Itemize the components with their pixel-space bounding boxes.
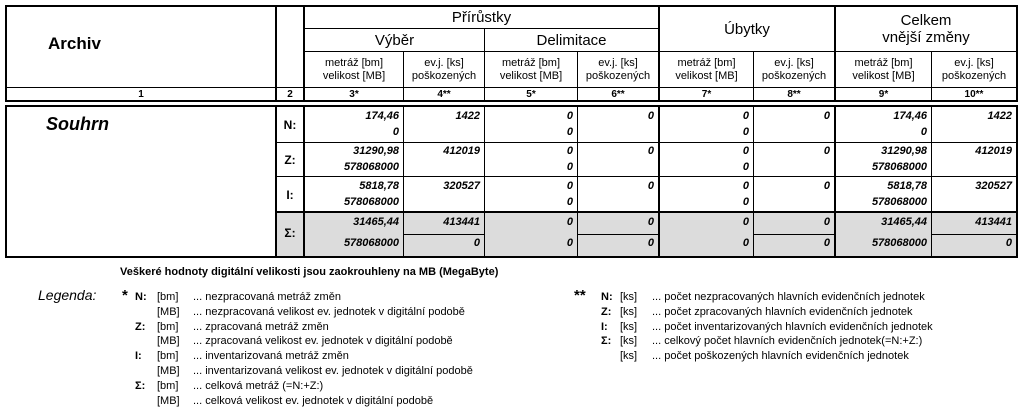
celkem-header bbox=[836, 9, 1016, 49]
cell-value: 0 bbox=[823, 237, 830, 249]
cell-value: 320527 bbox=[443, 180, 480, 192]
cell-value: 0 bbox=[742, 145, 749, 157]
subheader-metraz-3 bbox=[305, 52, 403, 87]
cell-value: 0 bbox=[473, 237, 480, 249]
legend-text: ... celková metráž (=N:+Z:) bbox=[193, 379, 324, 392]
legend-unit: [ks] bbox=[620, 291, 638, 303]
cell-value: 0 bbox=[823, 110, 830, 122]
legend-unit: [ks] bbox=[620, 350, 638, 363]
cell-value: 0 bbox=[742, 180, 749, 192]
col-number-1: 1 bbox=[138, 88, 144, 100]
metraz-label: metráž [bm] bbox=[501, 56, 561, 69]
cell-value: 0 bbox=[647, 180, 654, 192]
legend-text: ... počet poškozených hlavních evidenčních jednotek bbox=[652, 350, 909, 363]
legend-text: ... nezpracovaná metráž změn bbox=[193, 291, 341, 303]
legend-key: I: bbox=[601, 320, 608, 333]
cell-value: 0 bbox=[742, 110, 749, 122]
legend-text: ... počet zpracovaných hlavních evidenčních jednotek bbox=[652, 305, 913, 318]
legend-unit: [bm] bbox=[157, 379, 179, 392]
cell-value: 0 bbox=[742, 216, 749, 228]
cell-value: 31290,98 bbox=[881, 145, 927, 157]
ubytky-header: Úbytky bbox=[724, 20, 770, 38]
legend-text: ... nezpracovaná velikost ev. jednotek v digitální podobě bbox=[193, 305, 465, 318]
cell-value: 578068000 bbox=[871, 196, 927, 208]
legend-key: Σ: bbox=[135, 379, 146, 392]
cell-value: 31465,44 bbox=[353, 216, 399, 228]
cell-value: 0 bbox=[566, 110, 573, 122]
cell-value: 578068000 bbox=[343, 161, 399, 173]
subheader-evj-10 bbox=[932, 52, 1016, 87]
legend-key: Σ: bbox=[601, 335, 612, 348]
legend-key: Z: bbox=[135, 320, 146, 333]
evj-label: ev.j. [ks] bbox=[774, 56, 814, 69]
legend-unit: [MB] bbox=[157, 365, 180, 377]
cell-value: 578068000 bbox=[343, 237, 399, 249]
cell-value: 578068000 bbox=[343, 196, 399, 208]
cell-value: 0 bbox=[566, 196, 573, 208]
legend-star-single: * bbox=[122, 287, 128, 304]
metraz-label: metráž [bm] bbox=[854, 56, 913, 69]
legend-text: ... celkový počet hlavních evidenčních jednotek(=N:+Z:) bbox=[652, 335, 923, 348]
cell-value: 31290,98 bbox=[353, 145, 399, 157]
cell-value: 0 bbox=[742, 126, 749, 138]
cell-value: 1422 bbox=[455, 110, 480, 122]
cell-value: 0 bbox=[566, 237, 573, 249]
legend-unit: [ks] bbox=[620, 335, 638, 348]
col-number-10: 10** bbox=[964, 88, 984, 100]
velikost-label: velikost [MB] bbox=[675, 69, 738, 82]
poskozenych-label: poškozených bbox=[411, 69, 477, 82]
metraz-label: metráž [bm] bbox=[677, 56, 736, 69]
cell-value: 1422 bbox=[987, 110, 1012, 122]
cell-value: 0 bbox=[566, 180, 573, 192]
legend-text: ... zpracovaná metráž změn bbox=[193, 320, 329, 333]
legend-unit: [bm] bbox=[157, 350, 179, 363]
cell-value: 174,46 bbox=[365, 110, 399, 122]
legend-unit: [MB] bbox=[157, 335, 180, 348]
col-number-8: 8** bbox=[787, 88, 801, 100]
cell-value: 0 bbox=[566, 126, 573, 138]
cell-value: 0 bbox=[823, 145, 830, 157]
rounding-note: Veškeré hodnoty digitální velikosti jsou zaokrouhleny na MB (MegaByte) bbox=[120, 266, 499, 278]
col-number-6: 6** bbox=[611, 88, 625, 100]
velikost-label: velikost [MB] bbox=[322, 69, 386, 82]
legend-text: ... zpracovaná velikost ev. jednotek v digitální podobě bbox=[193, 335, 453, 348]
col-number-2: 2 bbox=[287, 88, 293, 100]
cell-value: 0 bbox=[647, 237, 654, 249]
delimitace-header: Delimitace bbox=[536, 31, 607, 49]
cell-value: 412019 bbox=[975, 145, 1012, 157]
poskozenych-label: poškozených bbox=[585, 69, 651, 82]
cell-value: 413441 bbox=[443, 216, 480, 228]
poskozenych-label: poškozených bbox=[761, 69, 827, 82]
legend-unit: [ks] bbox=[620, 305, 638, 318]
cell-value: 578068000 bbox=[871, 237, 927, 249]
cell-value: 31465,44 bbox=[881, 216, 927, 228]
col-number-3: 3* bbox=[349, 88, 359, 100]
archiv-heading: Archiv bbox=[48, 34, 101, 53]
cell-value: 0 bbox=[647, 216, 654, 228]
cell-value: 5818,78 bbox=[359, 180, 399, 192]
col-number-7: 7* bbox=[701, 88, 712, 100]
legend-star-double: ** bbox=[574, 287, 586, 304]
legend-unit: [bm] bbox=[157, 320, 179, 333]
legend-key: N: bbox=[601, 291, 613, 303]
poskozenych-label: poškozených bbox=[941, 69, 1007, 82]
legend-text: ... počet inventarizovaných hlavních evidenčních jednotek bbox=[652, 320, 933, 333]
row-label-sigma: Σ: bbox=[284, 226, 296, 240]
cell-value: 0 bbox=[566, 161, 573, 173]
velikost-label: velikost [MB] bbox=[499, 69, 563, 82]
celkem-line-1: Celkem bbox=[900, 12, 952, 29]
cell-value: 0 bbox=[566, 145, 573, 157]
cell-value: 0 bbox=[566, 216, 573, 228]
cell-value: 0 bbox=[920, 126, 927, 138]
legend-text: ... inventarizovaná velikost ev. jednotek v digitální podobě bbox=[193, 365, 473, 377]
row-label-n: N: bbox=[283, 118, 297, 132]
cell-value: 320527 bbox=[975, 180, 1012, 192]
legend-unit: [bm] bbox=[157, 291, 179, 303]
evj-label: ev.j. [ks] bbox=[598, 56, 638, 69]
metraz-label: metráž [bm] bbox=[324, 56, 384, 69]
cell-value: 0 bbox=[823, 216, 830, 228]
col-number-5: 5* bbox=[526, 88, 536, 100]
row-label-i: I: bbox=[286, 188, 294, 202]
legend-unit: [MB] bbox=[157, 394, 180, 407]
prirustky-header: Přírůstky bbox=[451, 9, 512, 26]
legend-text: ... celková velikost ev. jednotek v digitální podobě bbox=[193, 394, 434, 407]
subheader-metraz-9 bbox=[836, 52, 931, 87]
legend-key: N: bbox=[135, 291, 147, 303]
cell-value: 578068000 bbox=[871, 161, 927, 173]
cell-value: 0 bbox=[647, 145, 654, 157]
cell-value: 0 bbox=[823, 180, 830, 192]
cell-value: 0 bbox=[742, 196, 749, 208]
legend-unit: [ks] bbox=[620, 320, 638, 333]
subheader-evj-6 bbox=[578, 52, 658, 87]
vyber-header: Výběr bbox=[374, 31, 415, 49]
row-label-z: Z: bbox=[284, 153, 296, 167]
cell-value: 5818,78 bbox=[887, 180, 927, 192]
col-number-4: 4** bbox=[437, 88, 451, 100]
legend-unit: [MB] bbox=[157, 305, 180, 318]
souhrn-label: Souhrn bbox=[46, 114, 109, 134]
cell-value: 0 bbox=[742, 237, 749, 249]
cell-value: 174,46 bbox=[893, 110, 927, 122]
subheader-evj-4 bbox=[404, 52, 484, 87]
evj-label: ev.j. [ks] bbox=[954, 56, 994, 69]
legend-text: ... počet nezpracovaných hlavních evidenčních jednotek bbox=[652, 291, 925, 303]
cell-value: 0 bbox=[742, 161, 749, 173]
col-number-9: 9* bbox=[878, 88, 889, 100]
subheader-metraz-7 bbox=[660, 52, 753, 87]
cell-value: 0 bbox=[647, 110, 654, 122]
subheader-evj-8 bbox=[754, 52, 834, 87]
legend-title: Legenda: bbox=[38, 287, 97, 303]
velikost-label: velikost [MB] bbox=[852, 69, 915, 82]
legend-key: Z: bbox=[601, 305, 612, 318]
legend-text: ... inventarizovaná metráž změn bbox=[193, 350, 349, 363]
cell-value: 412019 bbox=[443, 145, 480, 157]
evj-label: ev.j. [ks] bbox=[424, 56, 464, 69]
cell-value: 413441 bbox=[975, 216, 1012, 228]
celkem-line-2: vnější změny bbox=[882, 29, 970, 46]
cell-value: 0 bbox=[392, 126, 399, 138]
subheader-metraz-5 bbox=[485, 52, 577, 87]
cell-value: 0 bbox=[1005, 237, 1012, 249]
legend-key: I: bbox=[135, 350, 142, 363]
